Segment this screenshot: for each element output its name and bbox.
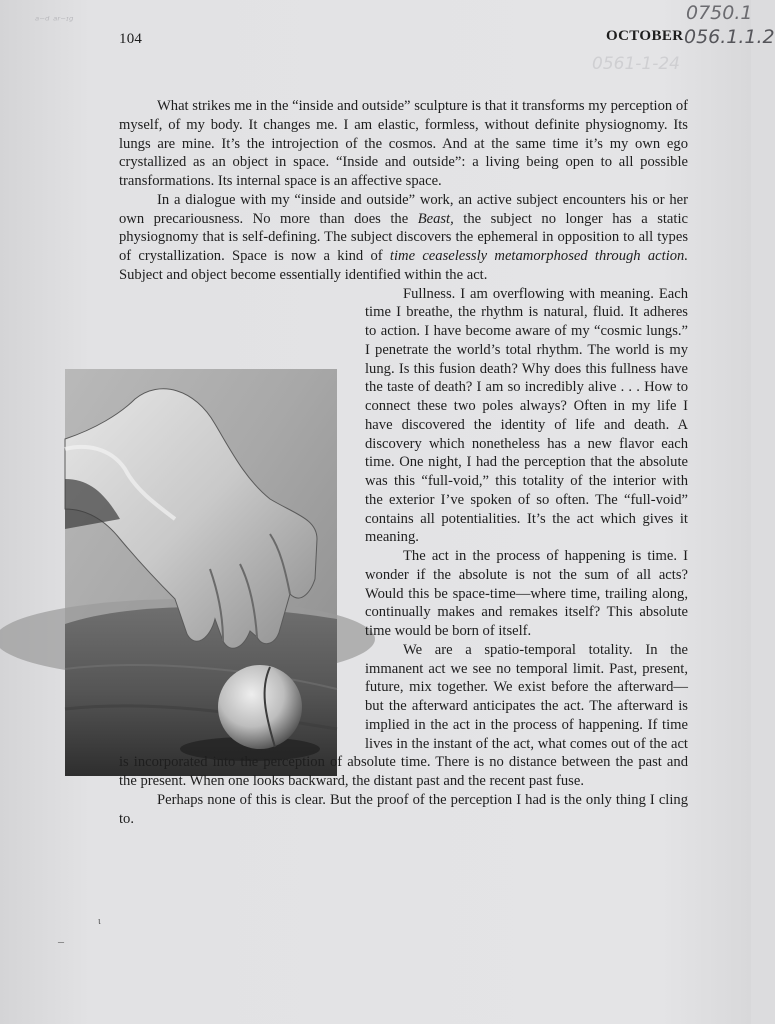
paragraph-2-italic-beast: Beast,	[417, 210, 454, 227]
running-header-journal-title: OCTOBER	[606, 28, 684, 44]
paragraph-2	[119, 191, 688, 285]
paragraph-4: The act in the process of happening is time. I wonder if the absolute is not the sum of all acts? Would this be space-time—where time, trailing along, continually makes and remakes itself? This absolute time would be born of itself.	[365, 548, 688, 639]
paragraph-6: Perhaps none of this is clear. But the proof of the perception I had is the only thing I cling to.	[119, 791, 688, 827]
handwritten-catalog-subnumber: 056.1.1.2	[684, 26, 775, 48]
paragraph-2-text-a: In a dialogue with my “inside and outside” work, an active subject encounters his or her own precariousness. No more than does the	[119, 191, 688, 227]
faint-bleedthrough-mark: 0561-1-24	[592, 54, 680, 74]
paragraph-2-text-b: the subject no longer has a static physiognomy that is self-defining. The subject discovers the ephemeral in opposition to all types of crystallization. Space is now a kind of	[119, 210, 688, 264]
faint-handwritten-mark: ᵃ⁻ᵈ ᵃʳ⁻ᶦᵍ	[35, 14, 74, 27]
stray-margin-mark: –	[58, 934, 64, 948]
figure-text-wrap-space	[119, 323, 365, 753]
paragraph-2-text-c: Subject and object become essentially identified within the act.	[119, 266, 488, 283]
stray-margin-mark-2: ι	[98, 916, 101, 927]
paragraph-1: What strikes me in the “inside and outside” sculpture is that it transforms my perception of myself, of my body. It changes me. I am elastic, formless, without definite physiognomy. Its lungs are mine. It’s the introjection of the cosmos. And at the same time it’s my own ego crystallized as an object in space. “Inside and outside”: a living being open to all possible transformations. Its internal space is an affective space.	[119, 98, 688, 189]
paragraph-2-italic-phrase: time ceaselessly metamorphosed through action.	[389, 248, 688, 264]
paragraph-5: We are a spatio-temporal totality. In the immanent act we see no temporal limit. Past, present, future, mix together. We exist before the afterward—but the afterward anticipates the act. The afterward is implied in the act in the process of happening. If time lives in the instant of the act, what comes out of the act is incorporated into the perception of absolute time. There is no distance between the past and the present. When one looks backward, the distant past and the recent past fuse.	[119, 641, 688, 789]
body-text	[119, 97, 688, 828]
paragraph-3: Fullness. I am overflowing with meaning. Each time I breathe, the rhythm is natural, fluid. It adheres to action. I have become aware of my “cosmic lungs.” I penetrate the world’s total rhythm. The world is my lung. Is this fusion death? Why does this fullness have the taste of death? I am so incredibly alive . . . How to connect these two poles always? Often in my life I have discovered the identity of life and death. A discovery which nonetheless has a new flavor each time. One night, I had the perception that the absolute was this “full-void,” this totality of the interior with the exterior I’ve spoken of so often. The “full-void” contains all potentialities. It’s the act which gives it meaning.	[365, 285, 688, 546]
handwritten-catalog-number: 0750.1	[686, 2, 753, 24]
page-number: 104	[119, 31, 143, 47]
